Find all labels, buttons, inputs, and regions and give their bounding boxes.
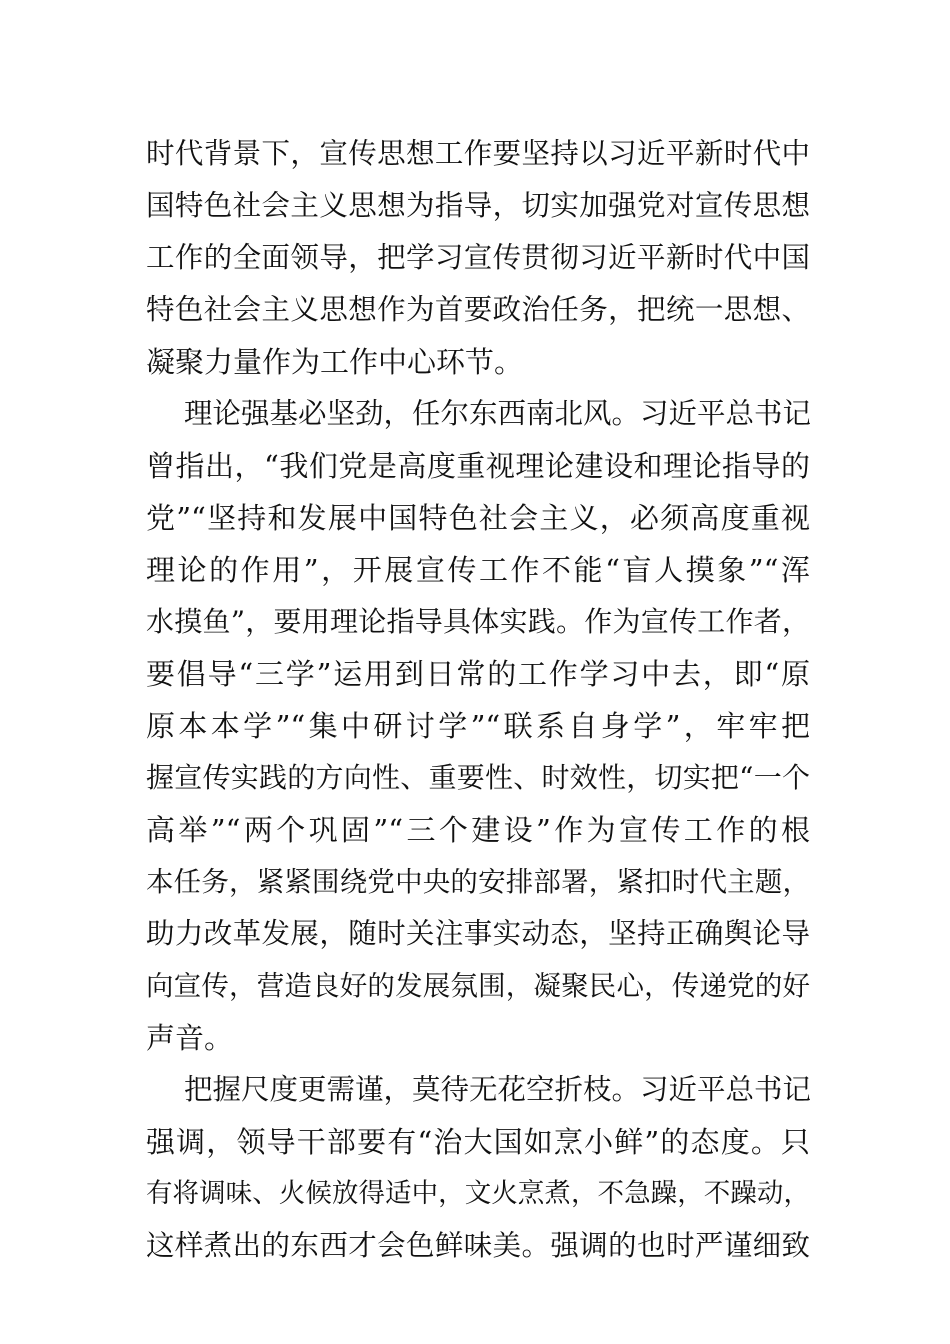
- text-line: 强调，领导干部要有“治大国如烹小鲜”的态度。只: [146, 1125, 810, 1159]
- text-line: 这样煮出的东西才会色鲜味美。强调的也时严谨细致: [146, 1229, 810, 1262]
- text-line: 本任务，紧紧围绕党中央的安排部署，紧扣时代主题，: [146, 866, 810, 898]
- text-line: 要倡导“三学”运用到日常的工作学习中去，即“原: [146, 657, 810, 691]
- text-line: 党”“坚持和发展中国特色社会主义，必须高度重视: [146, 501, 810, 535]
- text-line: 凝聚力量作为工作中心环节。: [146, 345, 524, 379]
- text-line: 助力改革发展，随时关注事实动态，坚持正确舆论导: [146, 917, 810, 950]
- text-line: 工作的全面领导，把学习宣传贯彻习近平新时代中国: [146, 241, 810, 274]
- text-line: 特色社会主义思想作为首要政治任务，把统一思想、: [146, 293, 810, 326]
- text-line: 曾指出，“我们党是高度重视理论建设和理论指导的: [146, 449, 810, 483]
- text-line: 时代背景下，宣传思想工作要坚持以习近平新时代中: [146, 137, 810, 170]
- text-line: 国特色社会主义思想为指导，切实加强党对宣传思想: [146, 189, 810, 222]
- text-line: 原本本学”“集中研讨学”“联系自身学”，牢牢把: [146, 709, 810, 743]
- paragraph-first-line: 把握尺度更需谨，莫待无花空折枝。习近平总书记: [184, 1073, 812, 1106]
- text-line: 握宣传实践的方向性、重要性、时效性，切实把“一个: [146, 761, 810, 794]
- text-line: 向宣传，营造良好的发展氛围，凝聚民心，传递党的好: [146, 970, 810, 1002]
- text-line: 有将调味、火候放得适中，文火烹煮，不急躁，不躁动，: [146, 1178, 810, 1209]
- text-line: 水摸鱼”，要用理论指导具体实践。作为宣传工作者，: [146, 605, 810, 638]
- document-body: [146, 128, 810, 1272]
- text-line: 理论的作用”，开展宣传工作不能“盲人摸象”“浑: [146, 553, 810, 587]
- text-line: 高举”“两个巩固”“三个建设”作为宣传工作的根: [146, 813, 810, 847]
- text-line: 声音。: [146, 1021, 234, 1055]
- paragraph-first-line: 理论强基必坚劲，任尔东西南北风。习近平总书记: [184, 397, 812, 430]
